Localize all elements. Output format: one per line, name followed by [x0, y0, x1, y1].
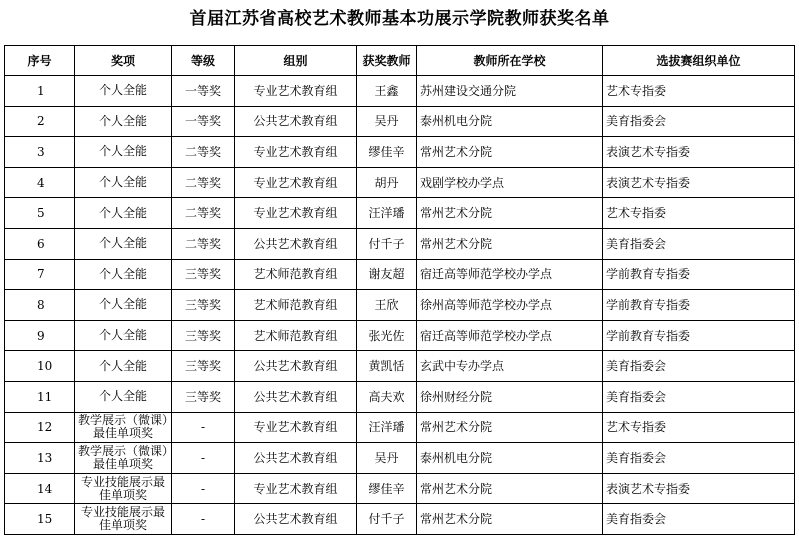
table-row: [5, 351, 795, 382]
table-row: [5, 504, 795, 535]
cell-group: 艺术师范教育组: [235, 259, 357, 290]
cell-teacher: 吴丹: [357, 106, 417, 137]
cell-award: 个人全能: [75, 320, 172, 351]
cell-seq: 11: [5, 381, 75, 412]
cell-school: 常州艺术分院: [417, 228, 603, 259]
table-row: [5, 412, 795, 443]
cell-school: 玄武中专办学点: [417, 351, 603, 382]
cell-seq: 14: [5, 473, 75, 504]
header-level: 等级: [172, 46, 235, 76]
cell-organizer: 艺术专指委: [603, 412, 795, 443]
cell-group: 专业艺术教育组: [235, 137, 357, 168]
cell-teacher: 缪佳辛: [357, 137, 417, 168]
cell-organizer: 美育指委会: [603, 381, 795, 412]
table-row: [5, 167, 795, 198]
cell-seq: 4: [5, 167, 75, 198]
cell-school: 常州艺术分院: [417, 198, 603, 229]
cell-level: -: [172, 443, 235, 474]
cell-seq: 3: [5, 137, 75, 168]
header-group: 组别: [235, 46, 357, 76]
cell-award: 个人全能: [75, 198, 172, 229]
table-row: [5, 473, 795, 504]
cell-teacher: 付千子: [357, 228, 417, 259]
cell-award: 个人全能: [75, 381, 172, 412]
cell-school: 泰州机电分院: [417, 106, 603, 137]
table-header-row: [5, 46, 795, 76]
cell-award: 教学展示（微课）最佳单项奖: [75, 443, 172, 474]
table-body: [5, 76, 795, 535]
cell-group: 专业艺术教育组: [235, 167, 357, 198]
cell-group: 专业艺术教育组: [235, 198, 357, 229]
table-row: [5, 290, 795, 321]
cell-organizer: 艺术专指委: [603, 76, 795, 107]
cell-teacher: 汪洋璠: [357, 198, 417, 229]
cell-award: 个人全能: [75, 228, 172, 259]
cell-seq: 8: [5, 290, 75, 321]
cell-teacher: 张光佐: [357, 320, 417, 351]
cell-level: 一等奖: [172, 76, 235, 107]
table-row: [5, 137, 795, 168]
cell-school: 苏州建设交通分院: [417, 76, 603, 107]
cell-group: 艺术师范教育组: [235, 290, 357, 321]
cell-teacher: 吴丹: [357, 443, 417, 474]
table-row: [5, 443, 795, 474]
cell-organizer: 美育指委会: [603, 443, 795, 474]
cell-group: 专业艺术教育组: [235, 412, 357, 443]
cell-school: 徐州高等师范学校办学点: [417, 290, 603, 321]
cell-level: -: [172, 473, 235, 504]
cell-teacher: 胡丹: [357, 167, 417, 198]
cell-teacher: 谢友超: [357, 259, 417, 290]
cell-award: 个人全能: [75, 290, 172, 321]
cell-school: 徐州财经分院: [417, 381, 603, 412]
cell-group: 公共艺术教育组: [235, 443, 357, 474]
cell-award: 个人全能: [75, 351, 172, 382]
cell-award: 个人全能: [75, 76, 172, 107]
cell-seq: 5: [5, 198, 75, 229]
cell-organizer: 学前教育专指委: [603, 320, 795, 351]
cell-seq: 9: [5, 320, 75, 351]
table-row: [5, 320, 795, 351]
cell-organizer: 美育指委会: [603, 351, 795, 382]
cell-award: 个人全能: [75, 259, 172, 290]
cell-level: 二等奖: [172, 137, 235, 168]
cell-organizer: 表演艺术专指委: [603, 137, 795, 168]
cell-group: 公共艺术教育组: [235, 228, 357, 259]
cell-level: -: [172, 412, 235, 443]
cell-group: 公共艺术教育组: [235, 504, 357, 535]
header-organizer: 选拔赛组织单位: [603, 46, 795, 76]
cell-seq: 1: [5, 76, 75, 107]
header-seq: 序号: [5, 46, 75, 76]
table-row: [5, 76, 795, 107]
cell-seq: 12: [5, 412, 75, 443]
cell-award: 个人全能: [75, 137, 172, 168]
table-row: [5, 198, 795, 229]
cell-group: 公共艺术教育组: [235, 106, 357, 137]
cell-teacher: 高夫欢: [357, 381, 417, 412]
cell-school: 常州艺术分院: [417, 473, 603, 504]
cell-award: 专业技能展示最佳单项奖: [75, 504, 172, 535]
cell-level: 二等奖: [172, 228, 235, 259]
header-teacher: 获奖教师: [357, 46, 417, 76]
cell-level: 三等奖: [172, 351, 235, 382]
cell-organizer: 美育指委会: [603, 504, 795, 535]
cell-school: 泰州机电分院: [417, 443, 603, 474]
award-table: [4, 45, 795, 535]
cell-group: 专业艺术教育组: [235, 76, 357, 107]
cell-school: 常州艺术分院: [417, 412, 603, 443]
table-row: [5, 381, 795, 412]
header-award: 奖项: [75, 46, 172, 76]
cell-seq: 6: [5, 228, 75, 259]
table-row: [5, 228, 795, 259]
cell-level: 三等奖: [172, 320, 235, 351]
cell-teacher: 王欣: [357, 290, 417, 321]
cell-level: 一等奖: [172, 106, 235, 137]
cell-seq: 15: [5, 504, 75, 535]
cell-organizer: 美育指委会: [603, 228, 795, 259]
cell-group: 专业艺术教育组: [235, 473, 357, 504]
cell-level: 三等奖: [172, 290, 235, 321]
cell-teacher: 缪佳辛: [357, 473, 417, 504]
cell-award: 专业技能展示最佳单项奖: [75, 473, 172, 504]
table-row: [5, 259, 795, 290]
cell-group: 公共艺术教育组: [235, 351, 357, 382]
cell-school: 宿迁高等师范学校办学点: [417, 320, 603, 351]
header-school: 教师所在学校: [417, 46, 603, 76]
cell-teacher: 付千子: [357, 504, 417, 535]
cell-seq: 7: [5, 259, 75, 290]
cell-group: 公共艺术教育组: [235, 381, 357, 412]
cell-level: 三等奖: [172, 381, 235, 412]
cell-organizer: 表演艺术专指委: [603, 473, 795, 504]
cell-organizer: 学前教育专指委: [603, 290, 795, 321]
cell-organizer: 表演艺术专指委: [603, 167, 795, 198]
cell-seq: 13: [5, 443, 75, 474]
cell-teacher: 王鑫: [357, 76, 417, 107]
cell-award: 教学展示（微课）最佳单项奖: [75, 412, 172, 443]
cell-school: 宿迁高等师范学校办学点: [417, 259, 603, 290]
cell-organizer: 艺术专指委: [603, 198, 795, 229]
cell-school: 常州艺术分院: [417, 504, 603, 535]
cell-seq: 10: [5, 351, 75, 382]
cell-level: 三等奖: [172, 259, 235, 290]
cell-teacher: 黄凯恬: [357, 351, 417, 382]
cell-award: 个人全能: [75, 106, 172, 137]
cell-organizer: 学前教育专指委: [603, 259, 795, 290]
cell-level: 二等奖: [172, 167, 235, 198]
cell-award: 个人全能: [75, 167, 172, 198]
cell-school: 常州艺术分院: [417, 137, 603, 168]
cell-school: 戏剧学校办学点: [417, 167, 603, 198]
cell-teacher: 汪洋璠: [357, 412, 417, 443]
cell-organizer: 美育指委会: [603, 106, 795, 137]
table-row: [5, 106, 795, 137]
cell-seq: 2: [5, 106, 75, 137]
document-title: 首届江苏省高校艺术教师基本功展示学院教师获奖名单: [189, 9, 610, 29]
cell-level: 二等奖: [172, 198, 235, 229]
cell-level: -: [172, 504, 235, 535]
cell-group: 艺术师范教育组: [235, 320, 357, 351]
